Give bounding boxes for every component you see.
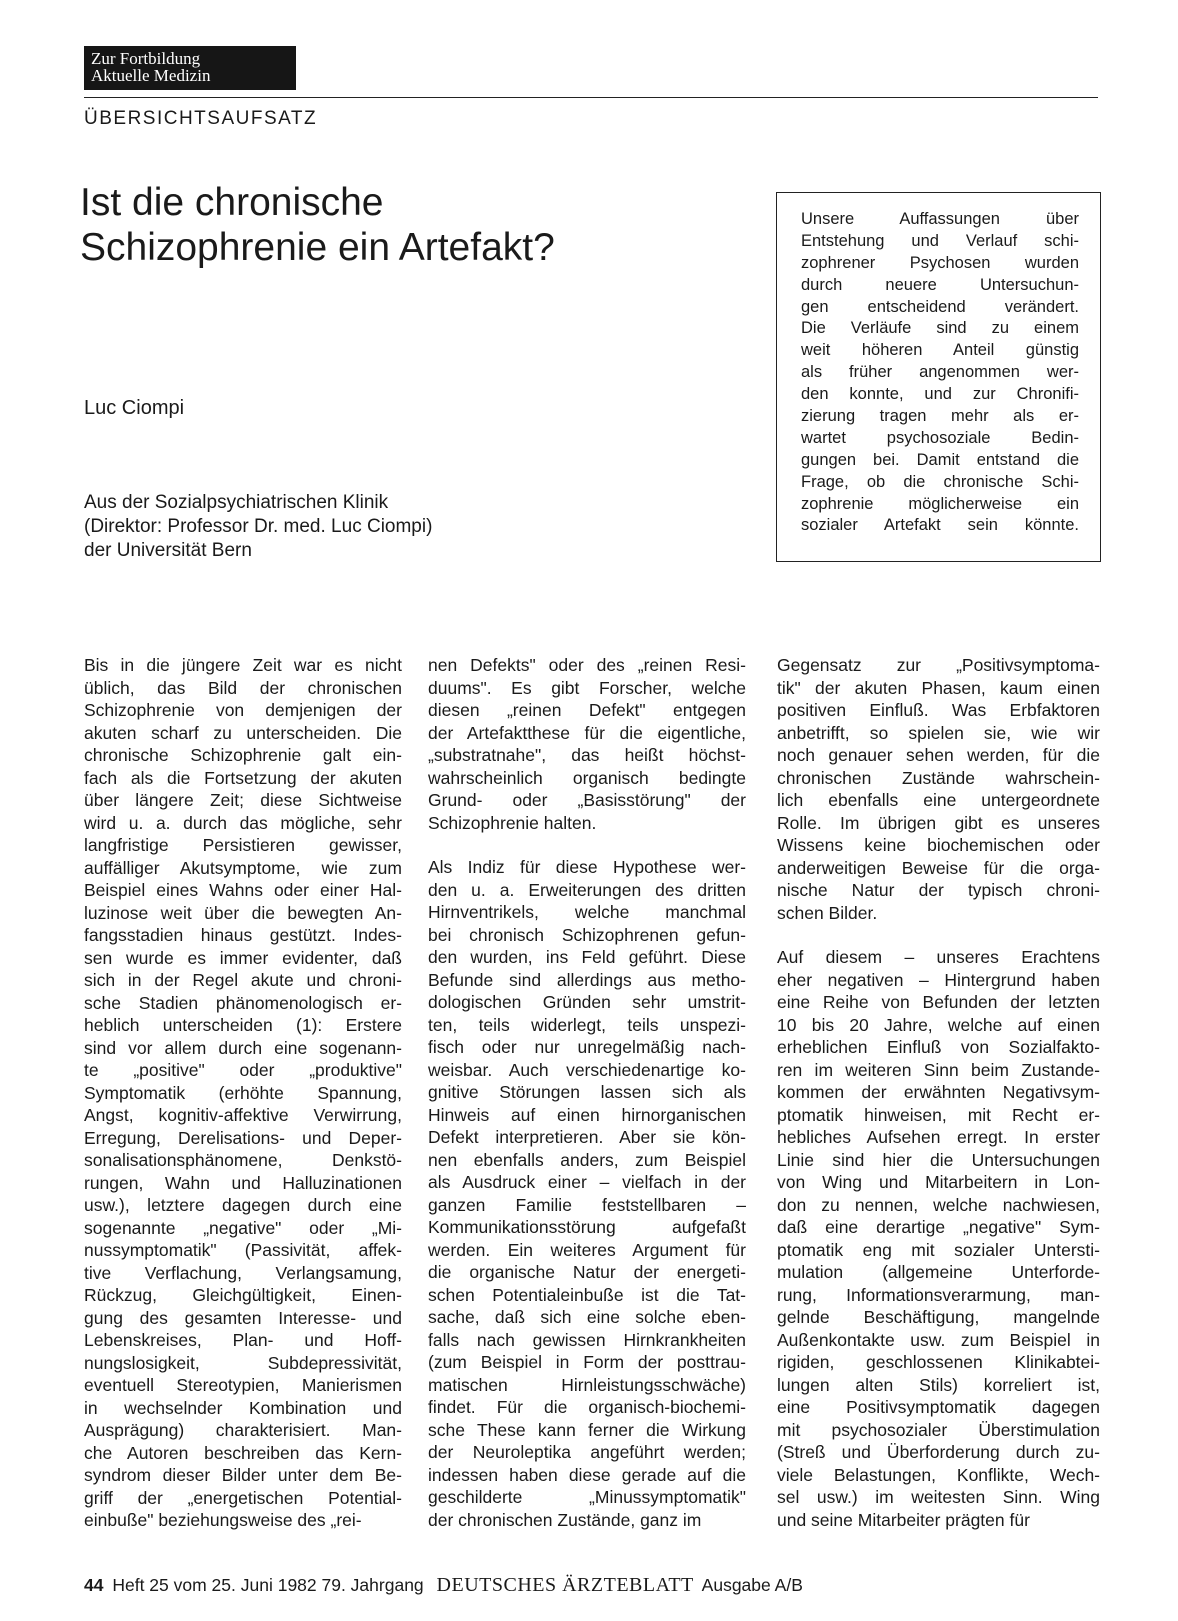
text-line: Defekt interpretieren. Aber sie kön- <box>428 1127 746 1147</box>
text-line: sche Stadien phänomenologisch er- <box>84 992 402 1013</box>
text-line: sozialer Artefakt sein könnte. <box>801 516 1079 535</box>
text-line: ptomatik eng mit sozialer Untersti- <box>777 1239 1100 1260</box>
body-column-3 <box>777 654 1100 1531</box>
text-line: gnitive Störungen lassen sich als <box>428 1082 746 1102</box>
text-line: nen Defekts" oder des „reinen Resi- <box>428 655 746 675</box>
author-name: Luc Ciompi <box>84 397 185 419</box>
text-line: Beispiel eines Wahns oder einer Hal- <box>84 880 402 900</box>
text-line: wahrscheinlich organisch bedingte <box>428 767 746 788</box>
text-line: griff der „energetischen Potential- <box>84 1487 402 1508</box>
text-line: gelnde Beschäftigung, mangelnde <box>777 1307 1100 1327</box>
section-tag-line-2: Aktuelle Medizin <box>91 66 211 85</box>
text-line: ganzen Familie feststellbaren – <box>428 1194 746 1215</box>
page-footer <box>84 1574 807 1597</box>
paragraph-gap <box>777 924 1100 946</box>
text-line: zophrenie möglicherweise ein <box>801 494 1079 513</box>
abstract-box <box>776 192 1101 562</box>
text-line: erheblichen Einfluß von Sozialfakto- <box>777 1037 1100 1057</box>
text-line: weit höheren Anteil günstig <box>801 341 1079 360</box>
text-line: tive Verflachung, Verlangsamung, <box>84 1262 402 1283</box>
text-line: werden. Ein weiteres Argument für <box>428 1239 746 1260</box>
text-line: der chronischen Zustände, ganz im <box>428 1509 702 1530</box>
text-line: Lebenskreises, Plan- und Hoff- <box>84 1330 402 1350</box>
text-line: Symptomatik (erhöhte Spannung, <box>84 1082 402 1103</box>
text-line: Befunde sind allerdings aus metho- <box>428 969 746 990</box>
affiliation-line: der Universität Bern <box>84 540 252 561</box>
text-line: sel usw.) im weitesten Sinn. Wing <box>777 1487 1100 1507</box>
text-line: daß eine derartige „negative" Sym- <box>777 1217 1100 1237</box>
text-line: Hinweis auf einen hirnorganischen <box>428 1104 746 1125</box>
text-line: den u. a. Erweiterungen des dritten <box>428 879 746 900</box>
header-rule <box>84 97 1098 98</box>
text-line: dologischen Gründen sehr umstrit- <box>428 992 746 1012</box>
page-number: 44 <box>84 1575 104 1595</box>
text-line: ptomatik hinweisen, mit Recht er- <box>777 1104 1100 1125</box>
text-line: gen entscheidend verändert. <box>801 297 1079 316</box>
text-line: nussymptomatik" (Passivität, affek- <box>84 1240 402 1260</box>
text-line: Angst, kognitiv-affektive Verwirrung, <box>84 1105 402 1125</box>
text-line: te „positive" oder „produktive" <box>84 1060 402 1080</box>
text-line: duums". Es gibt Forscher, welche <box>428 677 746 698</box>
text-line: Unsere Auffassungen über <box>801 210 1079 228</box>
text-line: lich ebenfalls eine untergeordnete <box>777 790 1100 810</box>
text-line: Linie sind hier die Untersuchungen <box>777 1149 1100 1170</box>
text-line: eventuell Stereotypien, Manierismen <box>84 1375 402 1395</box>
text-line: weisbar. Auch verschiedenartige ko- <box>428 1059 746 1080</box>
text-line: positiven Einfluß. Was Erbfaktoren <box>777 700 1100 720</box>
text-line: in wechselnder Kombination und <box>84 1397 402 1418</box>
text-line: anbetrifft, so spielen sie, wie wir <box>777 722 1100 743</box>
text-line: und seine Mitarbeiter prägten für <box>777 1509 1030 1530</box>
text-line: sich in der Regel akute und chroni- <box>84 970 402 990</box>
text-line: der Artefaktthese für die eigentliche, <box>428 722 746 743</box>
body-column-2 <box>428 654 746 1531</box>
text-line: chronische Schizophrenie galt ein- <box>84 745 402 765</box>
abstract-text <box>801 209 1079 537</box>
text-line: luzinose weit über die bewegten An- <box>84 902 402 923</box>
body-column-1 <box>84 654 402 1532</box>
text-line: sen wurde es immer evidenter, daß <box>84 947 402 968</box>
text-line: Rolle. Im übrigen gibt es unseres <box>777 812 1100 833</box>
text-line: als Ausdruck einer – vielfach in der <box>428 1172 746 1192</box>
text-line: nen ebenfalls anders, zum Beispiel <box>428 1149 746 1170</box>
title-line: Ist die chronische <box>80 181 384 224</box>
text-line: Frage, ob die chronische Schi- <box>801 472 1079 491</box>
text-line: zierung tragen mehr als er- <box>801 407 1079 426</box>
article-title <box>80 180 555 270</box>
text-line: (Streß und Überforderung durch zu- <box>777 1442 1100 1462</box>
text-line: wird u. a. durch das mögliche, sehr <box>84 812 402 833</box>
text-line: Gegensatz zur „Positivsymptoma- <box>777 655 1100 675</box>
edition-info: Ausgabe A/B <box>701 1575 803 1595</box>
text-line: den wurden, ins Feld geführt. Diese <box>428 947 746 967</box>
text-line: fangsstadien hinaus gestützt. Indes- <box>84 925 402 945</box>
text-line: sache, daß sich eine solche eben- <box>428 1307 746 1327</box>
text-line: der Neuroleptika angeführt werden; <box>428 1442 746 1462</box>
text-line: sche These kann ferner die Wirkung <box>428 1419 746 1440</box>
affiliation <box>84 491 432 563</box>
text-line: viele Belastungen, Konflikte, Wech- <box>777 1464 1100 1485</box>
text-line: üblich, das Bild der chronischen <box>84 677 402 698</box>
text-line: den konnte, und zur Chronifi- <box>801 385 1079 404</box>
text-line: matischen Hirnleistungsschwäche) <box>428 1374 746 1395</box>
text-line: usw.), letztere dagegen durch eine <box>84 1195 402 1215</box>
text-line: Bis in die jüngere Zeit war es nicht <box>84 655 402 675</box>
section-tag-line-1: Zur Fortbildung <box>91 49 201 68</box>
text-line: che Autoren beschreiben das Kern- <box>84 1442 402 1463</box>
text-line: Wissens keine biochemischen oder <box>777 835 1100 855</box>
text-line: gungen bei. Damit entstand die <box>801 450 1079 469</box>
text-line: geschilderte „Minussymptomatik" <box>428 1487 746 1507</box>
text-line: Außenkontakte usw. zum Beispiel in <box>777 1329 1100 1350</box>
text-line: sind vor allem durch eine sogenann- <box>84 1037 402 1058</box>
text-line: Hirnventrikels, welche manchmal <box>428 902 746 922</box>
text-line: eine Positivsymptomatik dagegen <box>777 1397 1100 1417</box>
affiliation-line: (Direktor: Professor Dr. med. Luc Ciompi) <box>84 516 433 537</box>
paragraph-gap <box>428 834 746 856</box>
text-line: auffälliger Akutsymptome, wie zum <box>84 857 402 878</box>
text-line: fach als die Fortsetzung der akuten <box>84 767 402 788</box>
text-line: „substratnahe", das heißt höchst- <box>428 745 746 765</box>
text-line: syndrom dieser Bilder unter dem Be- <box>84 1465 402 1485</box>
text-line: rungen, Wahn und Halluzinationen <box>84 1172 402 1193</box>
text-line: chronischen Zustände wahrschein- <box>777 767 1100 788</box>
text-line: hebliches Aufsehen erregt. In erster <box>777 1127 1100 1147</box>
text-line: Rückzug, Gleichgültigkeit, Einen- <box>84 1285 402 1305</box>
text-line: schen Potentialeinbuße ist die Tat- <box>428 1284 746 1305</box>
text-line: Ausprägung) charakterisiert. Man- <box>84 1420 402 1440</box>
text-line: Grund- oder „Basisstörung" der <box>428 790 746 810</box>
text-line: heblich unterscheiden (1): Erstere <box>84 1015 402 1035</box>
text-line: bei chronisch Schizophrenen gefun- <box>428 924 746 945</box>
text-line: sonalisationsphänomene, Denkstö- <box>84 1150 402 1170</box>
text-line: Entstehung und Verlauf schi- <box>801 231 1079 250</box>
text-line: wartet psychosoziale Bedin- <box>801 428 1079 447</box>
text-line: als früher angenommen wer- <box>801 363 1079 382</box>
text-line: tik" der akuten Phasen, kaum einen <box>777 677 1100 698</box>
text-line: ren im weiteren Sinn beim Zustande- <box>777 1059 1100 1080</box>
text-line: kommen der erwähnten Negativsym- <box>777 1082 1100 1102</box>
text-line: rigiden, geschlossenen Klinikabtei- <box>777 1352 1100 1372</box>
title-line: Schizophrenie ein Artefakt? <box>80 226 555 269</box>
text-line: akuten scharf zu unterscheiden. Die <box>84 722 402 743</box>
text-line: (zum Beispiel in Form der posttrau- <box>428 1352 746 1372</box>
text-line: rung, Informationsverarmung, man- <box>777 1284 1100 1305</box>
text-line: findet. Für die organisch-biochemi- <box>428 1397 746 1417</box>
text-line: durch neuere Untersuchun- <box>801 275 1079 294</box>
affiliation-line: Aus der Sozialpsychiatrischen Klinik <box>84 492 389 513</box>
text-line: von Wing und Mitarbeitern in Lon- <box>777 1172 1100 1192</box>
text-line: schen Bilder. <box>777 902 878 923</box>
text-line: eine Reihe von Befunden der letzten <box>777 992 1100 1012</box>
text-line: mit psychosozialer Überstimulation <box>777 1419 1100 1440</box>
text-line: don zu nennen, welche nachwiesen, <box>777 1194 1100 1215</box>
text-line: Kommunikationsstörung aufgefaßt <box>428 1217 746 1237</box>
journal-name: DEUTSCHES ÄRZTEBLATT <box>436 1574 694 1596</box>
text-line: indessen haben diese gerade auf die <box>428 1464 746 1485</box>
text-line: eher negativen – Hintergrund haben <box>777 969 1100 990</box>
text-line: langfristige Persistieren gewisser, <box>84 835 402 855</box>
text-line: nungslosigkeit, Subdepressivität, <box>84 1352 402 1373</box>
text-line: Schizophrenie von demjenigen der <box>84 700 402 720</box>
text-line: Schizophrenie halten. <box>428 812 597 833</box>
text-line: über längere Zeit; diese Sichtweise <box>84 790 402 810</box>
text-line: diesen „reinen Defekt" entgegen <box>428 700 746 720</box>
text-line: lungen alten Stils) korreliert ist, <box>777 1374 1100 1395</box>
text-line: Erregung, Derelisations- und Deper- <box>84 1127 402 1148</box>
text-line: gung des gesamten Interesse- und <box>84 1307 402 1328</box>
text-line: anderweitigen Beweise für die orga- <box>777 857 1100 878</box>
issue-info: Heft 25 vom 25. Juni 1982 79. Jahrgang <box>112 1575 424 1595</box>
text-line: 10 bis 20 Jahre, welche auf einen <box>777 1014 1100 1035</box>
text-line: nische Natur der typisch chroni- <box>777 880 1100 900</box>
text-line: Auf diesem – unseres Erachtens <box>777 947 1100 967</box>
section-tag <box>84 46 296 90</box>
text-line: mulation (allgemeine Unterforde- <box>777 1262 1100 1282</box>
article-type: ÜBERSICHTSAUFSATZ <box>84 108 318 129</box>
text-line: fisch oder nur unregelmäßig nach- <box>428 1037 746 1057</box>
text-line: falls nach gewissen Hirnkrankheiten <box>428 1329 746 1350</box>
text-line: sogenannte „negative" oder „Mi- <box>84 1217 402 1238</box>
text-line: Die Verläufe sind zu einem <box>801 319 1079 338</box>
text-line: ten, teils widerlegt, teils unspezi- <box>428 1014 746 1035</box>
text-line: Als Indiz für diese Hypothese wer- <box>428 857 746 877</box>
text-line: noch genauer sehen werden, für die <box>777 745 1100 765</box>
text-line: die organische Natur der energeti- <box>428 1262 746 1282</box>
text-line: einbuße" beziehungsweise des „rei- <box>84 1510 362 1530</box>
text-line: zophrener Psychosen wurden <box>801 253 1079 272</box>
